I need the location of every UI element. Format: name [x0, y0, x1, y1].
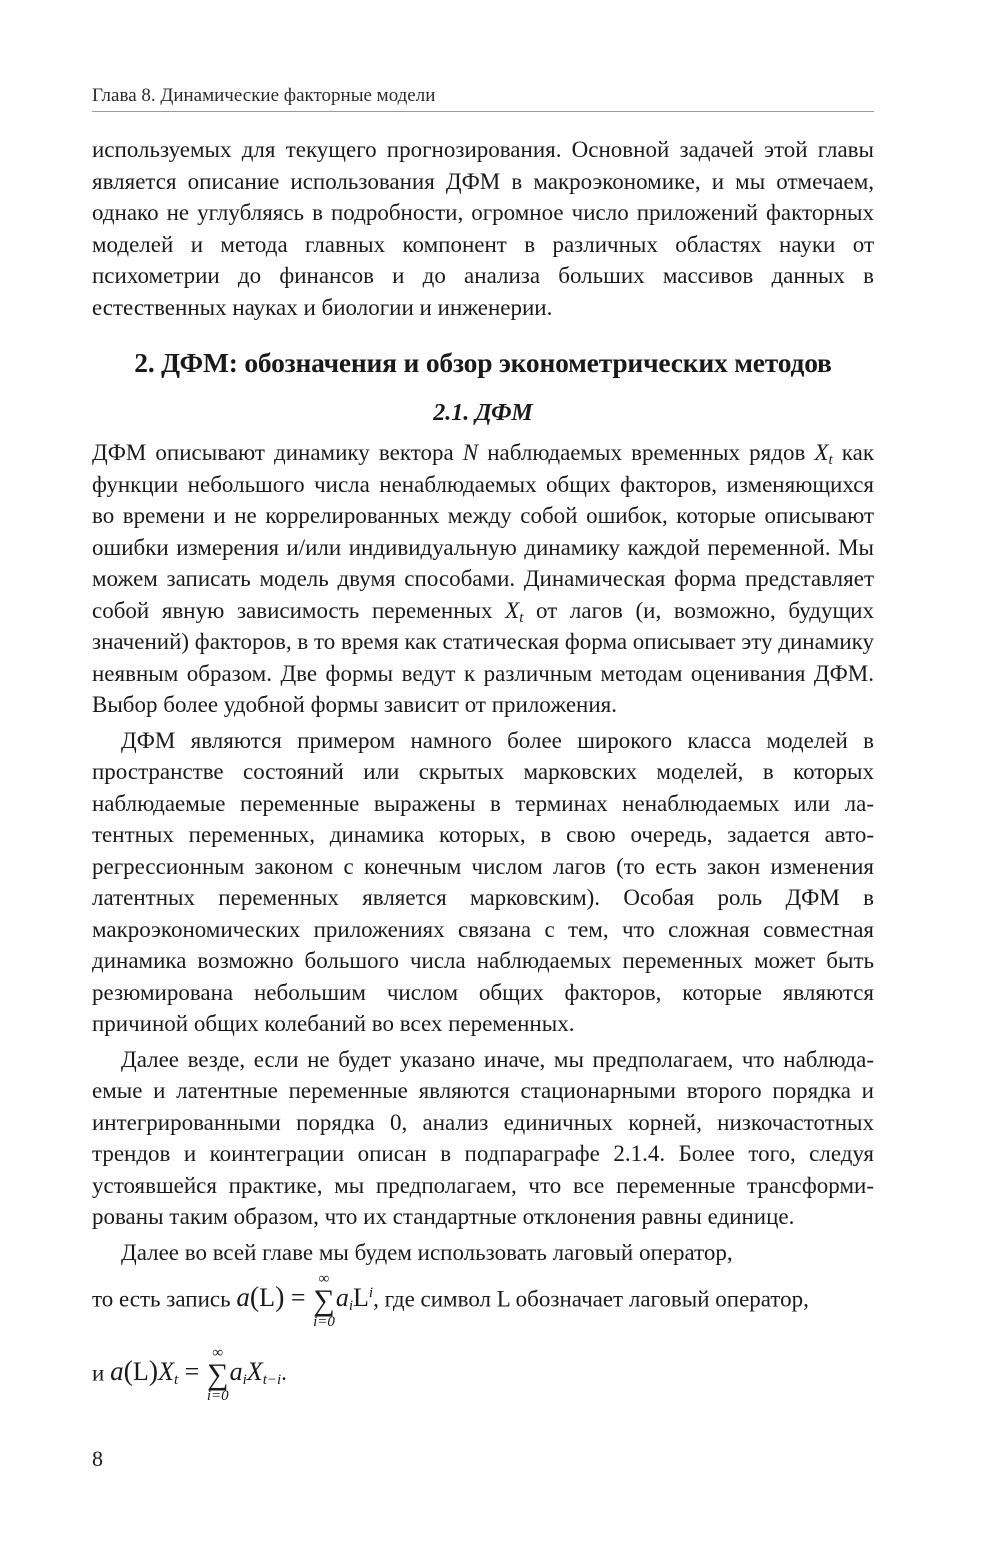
text-run: как функции небольшого числа ненаблюдаемых общих факторов, изменяющихся во времени и не коррелированных между собой ошибок, которые описывают ошибки измерения и/или индивидуальную динамику каждой переменной. Мы можем записать модель двумя способами. Динамическая форма представляет собой явную зависимость переменных — [92, 440, 874, 623]
math-subscript-i: i — [242, 1372, 247, 1389]
math-equals: = — [284, 1283, 313, 1313]
sum-lower-limit: i=0 — [206, 1388, 229, 1404]
math-expression — [110, 1345, 287, 1404]
math-paren: ) — [148, 1356, 159, 1388]
math-L: L — [259, 1283, 276, 1313]
math-equals: = — [178, 1357, 206, 1387]
math-X: X — [158, 1357, 174, 1387]
math-subscript-t-minus-i: t−i — [262, 1372, 282, 1389]
sum-lower-limit: i=0 — [313, 1314, 335, 1330]
section-title: 2. ДФМ: обозначения и обзор эконометрических методов — [134, 347, 832, 378]
math-paren: ( — [249, 1282, 260, 1314]
math-L: L — [353, 1283, 369, 1313]
math-X: X — [814, 440, 829, 465]
math-subscript-t: t — [828, 452, 833, 468]
math-paren: ) — [275, 1282, 285, 1314]
math-a: a — [236, 1282, 250, 1313]
math-a: a — [335, 1283, 349, 1313]
sum-sigma: ∑ — [207, 1358, 229, 1391]
text-run: где символ L обозначает лаговый оператор, — [378, 1286, 809, 1312]
math-paren: ( — [123, 1356, 133, 1388]
math-sum — [313, 1272, 335, 1330]
math-superscript-i: i — [368, 1285, 374, 1302]
text-run: ДФМ описывают динамику вектора — [92, 440, 463, 465]
paragraph-intro: используемых для текущего прогнозирования. Основной задачей этой главы является описание использования ДФМ в макроэкономике, и мы отмечаем, однако не углубляясь в подробности, огромное число приложений факторных моделей и метода главных компонент в различных областях науки от психометрии до финансов и до анализа больших массивов данных в естественных науках и биологии и инженерии. — [92, 137, 874, 320]
math-subscript-t: t — [519, 609, 524, 626]
paragraph-dfm-description — [92, 437, 874, 721]
sum-sigma: ∑ — [313, 1284, 335, 1317]
formula-lag-applied — [92, 1346, 874, 1404]
math-X: X — [246, 1357, 263, 1387]
paragraph-state-space: ДФМ являются примером намного более широкого класса моделей в пространстве состояний или скрытых марковских моделей, в которых наблюдаемые переменные выражены в терминах ненаблюдаемых или латентных переменных, динамика которых, в свою очередь, задается авторегрессионным законом с конечным числом лагов (то есть закон изменения латентных переменных является марковским). Особая роль ДФМ в макроэкономических приложениях связана с тем, что сложная совместная динамика возможно большого числа наблюдаемых переменных может быть резюмирована небольшим числом общих факторов, которые являются причиной общих колебаний во всех переменных. — [92, 727, 874, 1036]
text-run: наблюдаемых временных рядов — [478, 440, 815, 465]
sum-upper-limit: ∞ — [212, 1345, 224, 1361]
math-a: a — [229, 1357, 243, 1387]
math-expression — [236, 1271, 374, 1330]
paragraph-stationarity: Далее везде, если не будет указано иначе, мы предполагаем, что наблюдаемые и латентные переменные являются стационарными второго порядка и интегрированными порядка 0, анализ единичных корней, низкочастотных трендов и коинтеграции описан в подпараграфе 2.1.4. Более того, следуя устоявшейся практике, мы предполагаем, что все переменные трансформированы таким образом, что их стандартные отклонения равны единице. — [92, 1046, 874, 1229]
math-N: N — [462, 440, 479, 465]
math-X: X — [505, 597, 520, 623]
math-subscript-i: i — [348, 1298, 354, 1315]
text-run: , — [373, 1286, 379, 1312]
formula-lag-polynomial — [92, 1272, 874, 1330]
math-sum — [207, 1346, 229, 1404]
sum-upper-limit: ∞ — [318, 1271, 330, 1287]
text-run: то есть запись — [92, 1286, 237, 1312]
math-subscript-t: t — [174, 1372, 179, 1389]
page-content — [92, 134, 874, 1404]
math-period: . — [281, 1360, 287, 1386]
running-head: Глава 8. Динамические факторные модели — [92, 84, 874, 112]
text-run: и — [92, 1360, 111, 1386]
math-L: L — [132, 1357, 149, 1387]
text-run: от лагов (и, возможно, будущих значений) факторов, в то время как статическая форма описывает эту динамику неявным образом. Две формы ведут к различным методам оценивания ДФМ. Выбор более удобной формы зависит от приложения. — [92, 597, 874, 717]
math-a: a — [110, 1356, 124, 1387]
paragraph-lag-operator: Далее во всей главе мы будем использовать лаговый оператор, — [121, 1239, 733, 1265]
subsection-title: 2.1. ДФМ — [433, 400, 533, 426]
page-number: 8 — [92, 1446, 103, 1471]
